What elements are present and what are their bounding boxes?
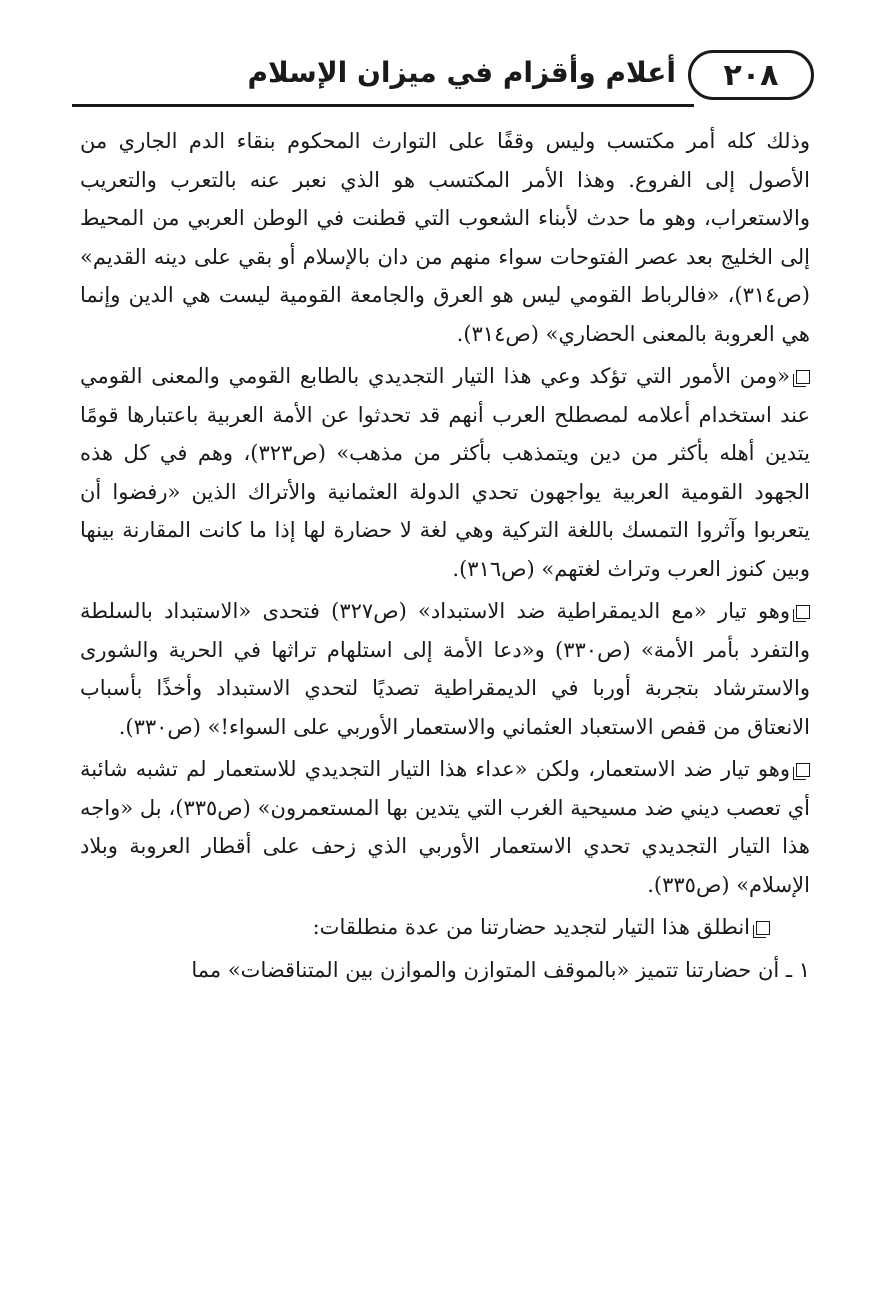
page-header bbox=[72, 46, 814, 106]
paragraph bbox=[80, 908, 810, 947]
running-title: أعلام وأقزام في ميزان الإسلام bbox=[247, 56, 676, 89]
square-bullet-icon bbox=[796, 763, 810, 777]
header-rule bbox=[72, 104, 694, 107]
paragraph bbox=[80, 122, 810, 353]
square-bullet-icon bbox=[756, 921, 770, 935]
body-text bbox=[80, 122, 810, 989]
paragraph-text: «ومن الأمور التي تؤكد وعي هذا التيار التجديدي بالطابع القومي والمعنى القومي عند استخدام أعلامه لمصطلح العرب أنهم قد تحدثوا عن الأمة العربية باعتبارها قومًا يتدين أهله بأكثر من دين ويتمذهب بأكثر من مذهب» (ص٣٢٣)، وهم في كل هذه الجهود القومية العربية يواجهون تحدي الدولة العثمانية والأتراك الذين «رفضوا أن يتعربوا وآثروا التمسك باللغة التركية وهي لغة لا حضارة لها إذا ما كانت المقارنة بينها وبين كنوز العرب وتراث لغتهم» (ص٣١٦). bbox=[80, 364, 810, 581]
paragraph bbox=[80, 750, 810, 904]
page-number: ٢٠٨ bbox=[723, 57, 779, 93]
paragraph bbox=[80, 951, 810, 990]
paragraph-text: وهو تيار «مع الديمقراطية ضد الاستبداد» (ص٣٢٧) فتحدى «الاستبداد بالسلطة والتفرد بأمر الأمة» (ص٣٣٠) و«دعا الأمة إلى استلهام تراثها في الحرية والشورى والاسترشاد بتجربة أوربا في الديمقراطية تصديًا لتحدي الاستبداد وأخذًا بأسباب الانعتاق من قفص الاستعباد العثماني والاستعمار الأوربي على السواء!» (ص٣٣٠). bbox=[80, 599, 811, 739]
paragraph-text: وذلك كله أمر مكتسب وليس وقفًا على التوارث المحكوم بنقاء الدم الجاري من الأصول إلى الفروع. وهذا الأمر المكتسب هو الذي نعبر عنه بالتعرب والتعريب والاستعراب، وهو ما حدث لأبناء الشعوب التي قطنت في الوطن العربي من المحيط إلى الخليج بعد عصر الفتوحات سواء منهم من دان بالإسلام أو بقي على دينه القديم» (ص٣١٤)، «فالرباط القومي ليس هو العرق والجامعة القومية ليست هي الدين وإنما هي العروبة بالمعنى الحضاري» (ص٣١٤). bbox=[80, 129, 811, 346]
page-number-badge bbox=[688, 50, 814, 100]
square-bullet-icon bbox=[796, 605, 810, 619]
paragraph bbox=[80, 357, 810, 588]
paragraph-text: وهو تيار ضد الاستعمار، ولكن «عداء هذا التيار التجديدي للاستعمار لم تشبه شائبة أي تعصب ديني ضد مسيحية الغرب التي يتدين بها المستعمرون» (ص٣٣٥)، بل «واجه هذا التيار التجديدي تحدي الاستعمار الأوربي الذي زحف على أقطار العروبة وبلاد الإسلام» (ص٣٣٥). bbox=[80, 757, 810, 897]
paragraph bbox=[80, 592, 810, 746]
paragraph-text: ١ ـ أن حضارتنا تتميز «بالموقف المتوازن والموازن بين المتناقضات» مما bbox=[191, 957, 810, 982]
paragraph-text: انطلق هذا التيار لتجديد حضارتنا من عدة منطلقات: bbox=[312, 915, 750, 939]
square-bullet-icon bbox=[796, 370, 810, 384]
